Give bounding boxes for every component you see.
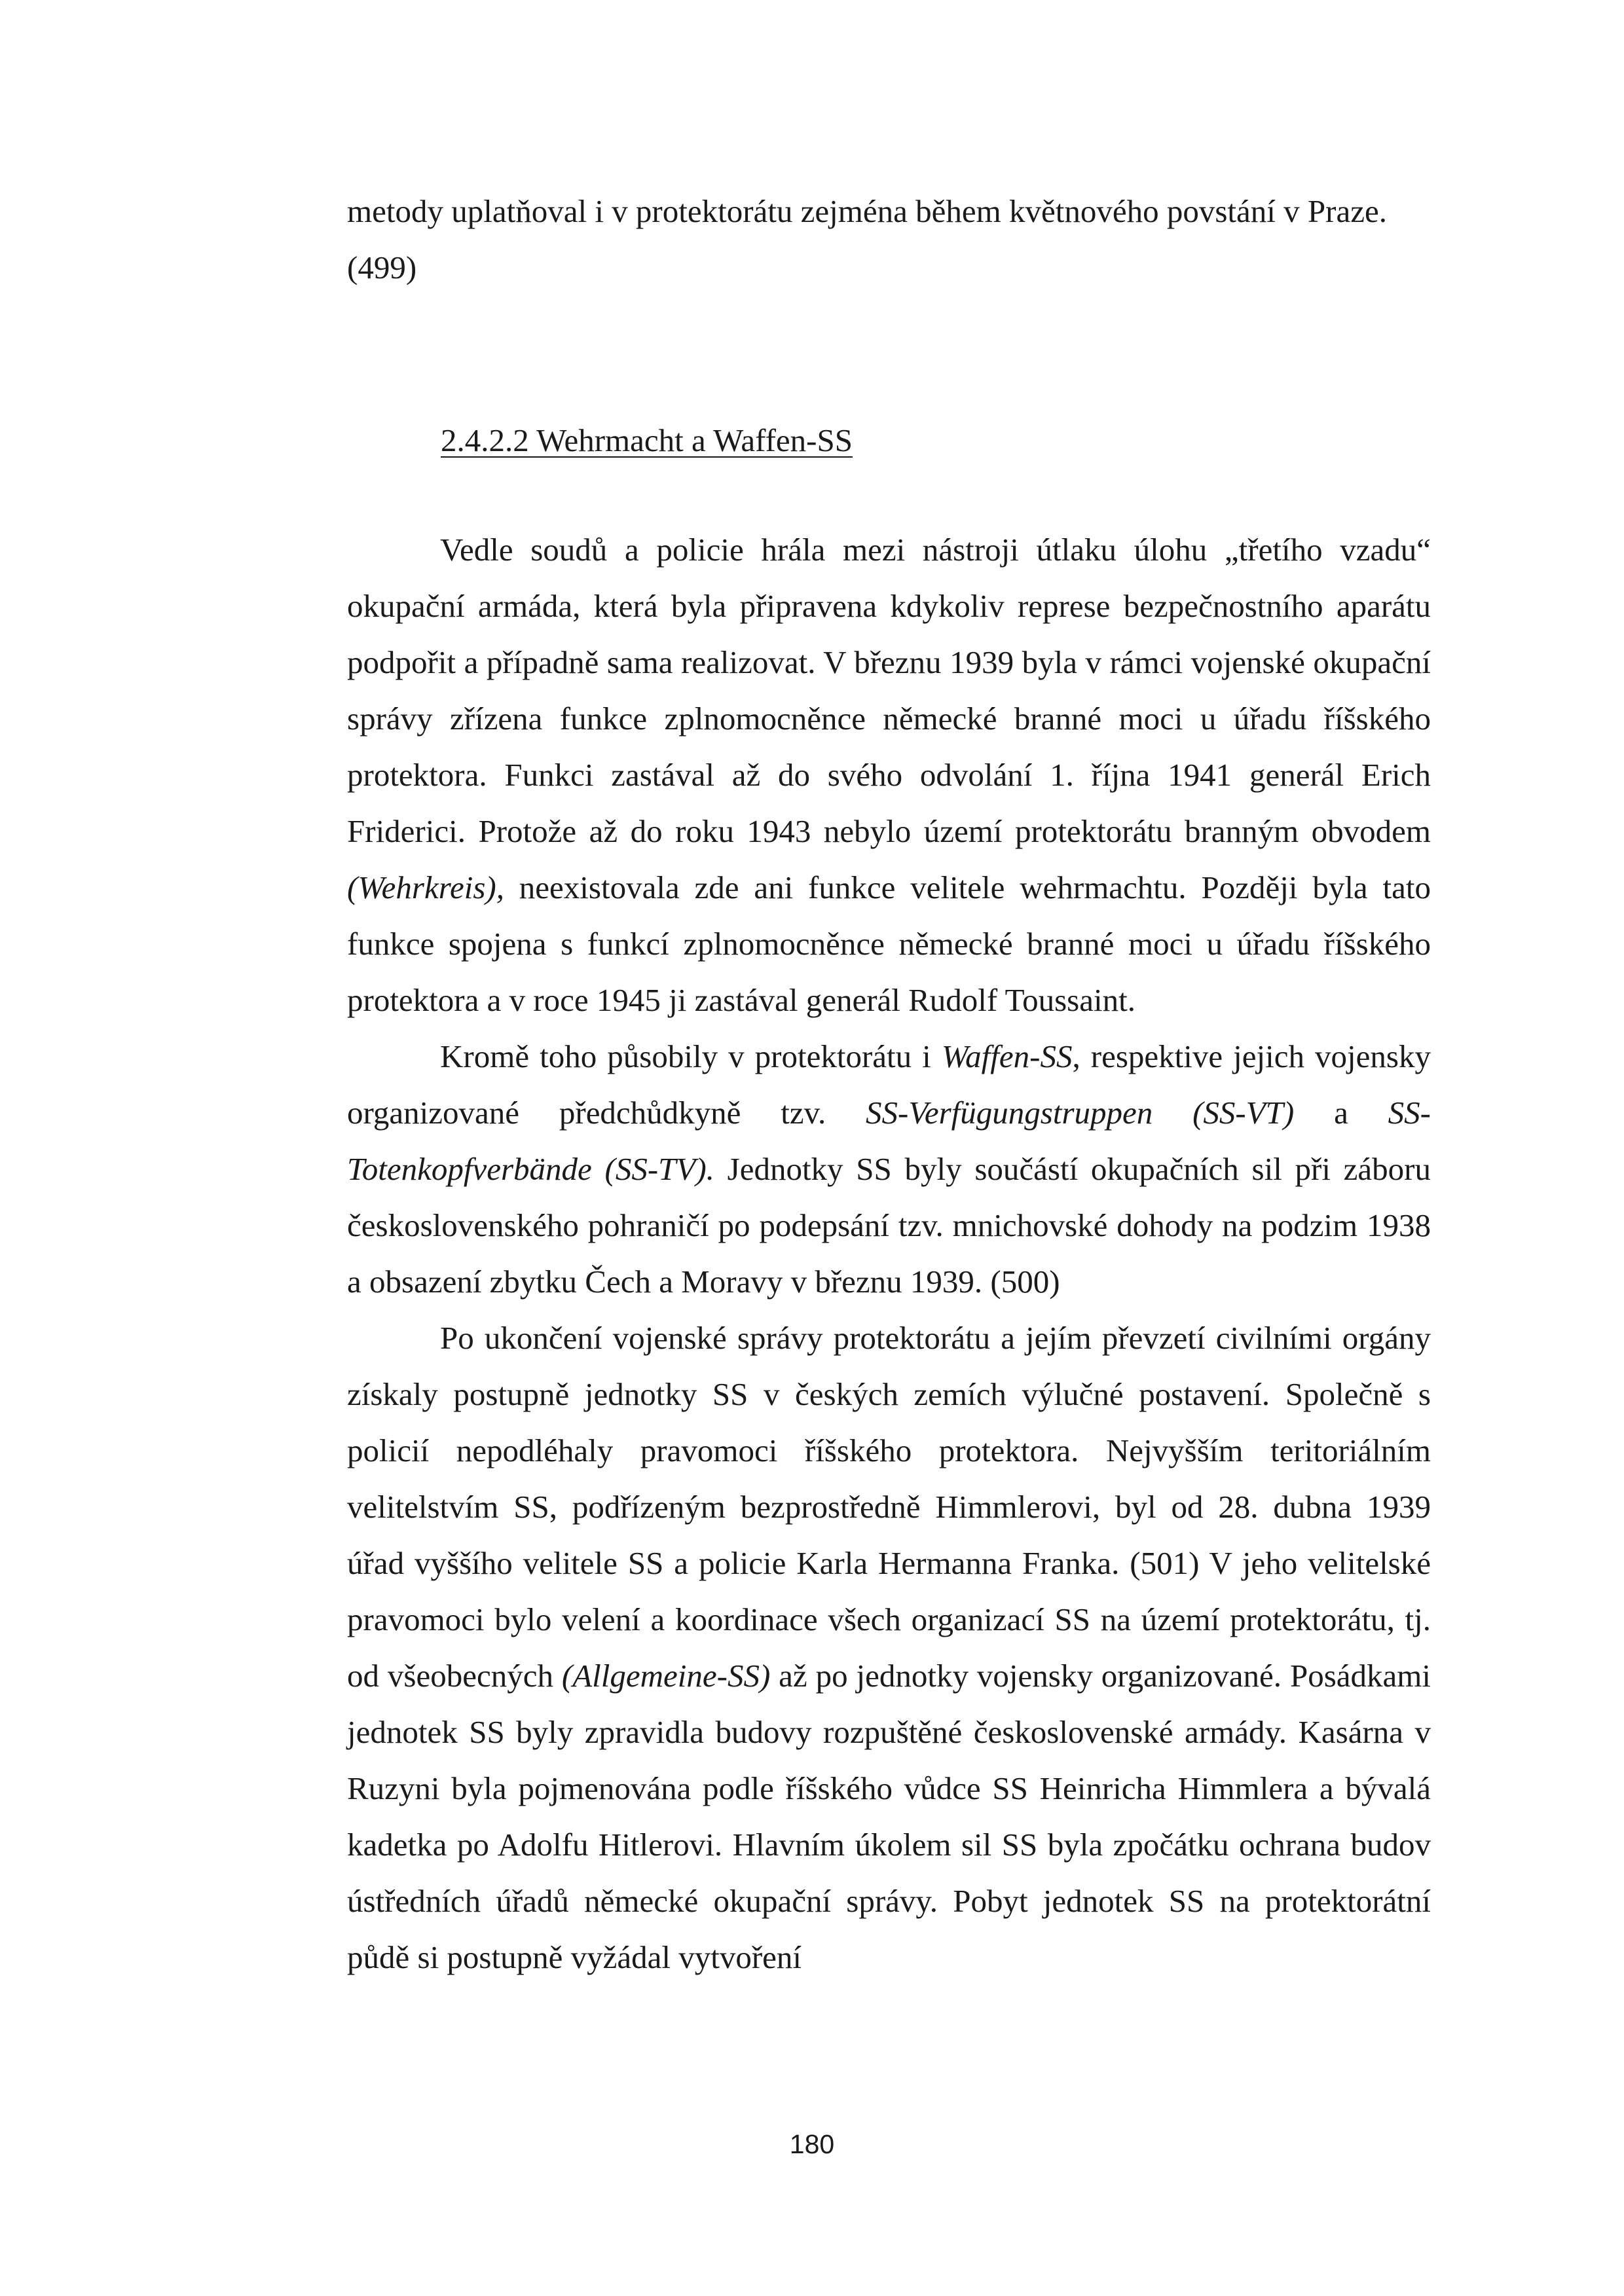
paragraph-1 bbox=[347, 522, 1431, 1029]
paragraph-1-text-2: neexistovala zde ani funkce velitele wehrmachtu. Později byla tato funkce spojena s funkcí zplnomocněnce německé branné moci u úřadu říšského protektora a v roce 1945 ji zastával generál Rudolf Toussaint. bbox=[347, 869, 1431, 1018]
intro-paragraph bbox=[347, 183, 1431, 296]
paragraph-2-text-4: Jednotky SS byly součástí okupačních sil při záboru československého pohraničí po podepsání tzv. mnichovské dohody na podzim 1938 a obsazení zbytku Čech a Moravy v březnu 1939. (500) bbox=[347, 1151, 1431, 1300]
paragraph-3-text-2: až po jednotky vojensky organizované. Posádkami jednotek SS byly zpravidla budovy rozpuštěné československé armády. Kasárna v Ruzyni byla pojmenována podle říšského vůdce SS Heinricha Himmlera a bývalá kadetka po Adolfu Hitlerovi. Hlavním úkolem sil SS byla zpočátku ochrana budov ústředních úřadů německé okupační správy. Pobyt jednotek SS na protektorátní půdě si postupně vyžádal vytvoření bbox=[347, 1658, 1431, 1975]
paragraph-3-italic: (Allgemeine-SS) bbox=[561, 1658, 771, 1694]
paragraph-2-text-3: a bbox=[1294, 1095, 1388, 1131]
body-text bbox=[347, 522, 1431, 1986]
paragraph-2 bbox=[347, 1029, 1431, 1310]
paragraph-3-text: Po ukončení vojenské správy protektorátu a jejím převzetí civilními orgány získaly postupně jednotky SS v českých zemích výlučné postavení. Společně s policií nepodléhaly pravomoci říšského protektora. Nejvyšším teritoriálním velitelstvím SS, podřízeným bezprostředně Himmlerovi, byl od 28. dubna 1939 úřad vyššího velitele SS a policie Karla Hermanna Franka. (501) V jeho velitelské pravomoci bylo velení a koordinace všech organizací SS na území protektorátu, tj. od všeobecných bbox=[347, 1320, 1431, 1694]
paragraph-2-italic-3: SS-Totenkopfverbände (SS-TV). bbox=[347, 1095, 1431, 1187]
page-number: 180 bbox=[789, 2129, 835, 2159]
paragraph-1-text: Vedle soudů a policie hrála mezi nástroji útlaku úlohu „třetího vzadu“ okupační armáda, která byla připravena kdykoliv represe bezpečnostního aparátu podpořit a případně sama realizovat. V březnu 1939 byla v rámci vojenské okupační správy zřízena funkce zplnomocněnce německé branné moci u úřadu říšského protektora. Funkci zastával až do svého odvolání 1. října 1941 generál Erich Friderici. Protože až do roku 1943 nebylo území protektorátu branným obvodem bbox=[347, 532, 1431, 849]
intro-line: metody uplatňoval i v protektorátu zejména během květnového povstání v Praze. bbox=[347, 193, 1387, 229]
paragraph-2-text: Kromě toho působily v protektorátu i bbox=[440, 1038, 942, 1074]
section-heading: 2.4.2.2 Wehrmacht a Waffen-SS bbox=[441, 422, 853, 458]
paragraph-2-text-2: , respektive jejich vojensky organizované předchůdkyně tzv. bbox=[347, 1038, 1431, 1131]
paragraph-3 bbox=[347, 1310, 1431, 1986]
footnote-reference: (499) bbox=[347, 249, 417, 285]
paragraph-2-italic-2: SS-Verfügungstruppen (SS-VT) bbox=[866, 1095, 1295, 1131]
paragraph-2-italic: Waffen-SS bbox=[941, 1038, 1073, 1074]
paragraph-1-italic: (Wehrkreis), bbox=[347, 869, 504, 905]
